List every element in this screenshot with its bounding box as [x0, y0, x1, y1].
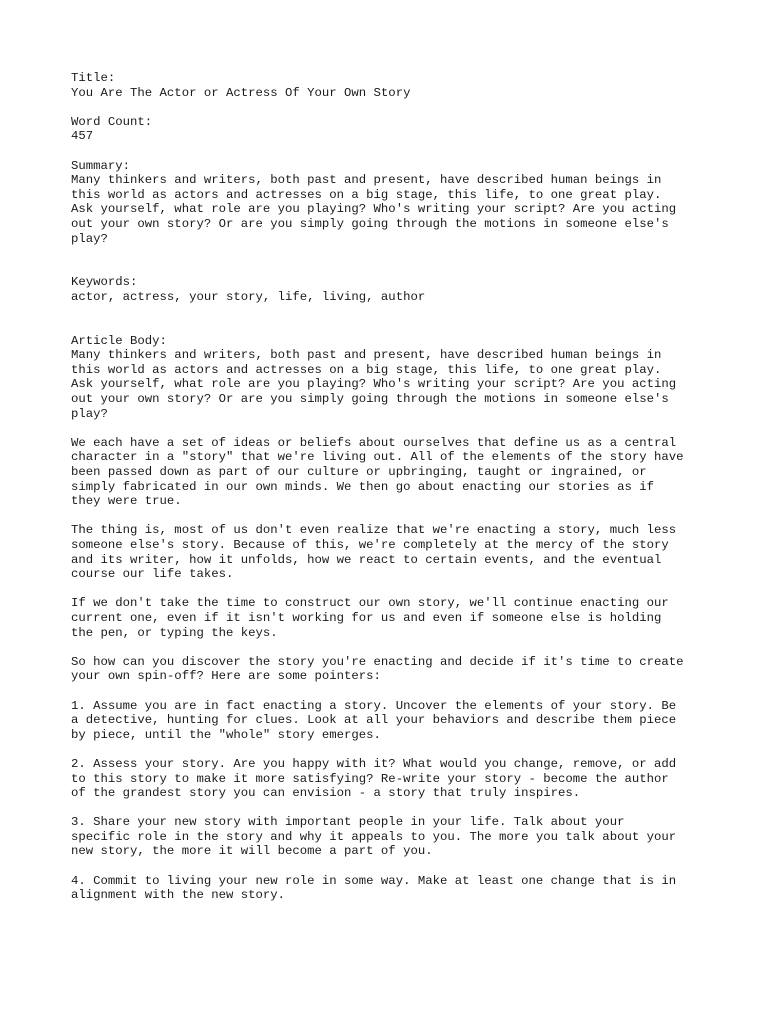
paragraph-line: If we don't take the time to construct our own story, we'll continue enacting our [71, 596, 669, 611]
paragraph-line: and its writer, how it unfolds, how we react to certain events, and the eventual [71, 552, 662, 567]
paragraph-line: course our life takes. [71, 567, 234, 582]
word-count-label: Word Count: [71, 114, 153, 129]
paragraph-line: been passed down as part of our culture or upbringing, taught or ingrained, or [71, 465, 647, 480]
paragraph-line: of the grandest story you can envision - a story that truly inspires. [71, 786, 581, 801]
paragraph-line: 3. Share your new story with important people in your life. Talk about your [71, 815, 625, 830]
paragraph-line: someone else's story. Because of this, we're completely at the mercy of the story [71, 538, 669, 552]
summary-line: out your own story? Or are you simply going through the motions in someone else's [71, 216, 669, 231]
document-page [71, 71, 711, 903]
paragraph [71, 655, 711, 684]
paragraph [71, 348, 711, 421]
paragraph-line: the pen, or typing the keys. [71, 625, 278, 640]
pointer-item [71, 815, 711, 859]
paragraph-line: Many thinkers and writers, both past and present, have described human beings in [71, 348, 662, 363]
summary-line: Many thinkers and writers, both past and present, have described human beings in [71, 173, 662, 188]
paragraph-line: simply fabricated in our own minds. We then go about enacting our stories as if [71, 479, 654, 494]
paragraph-line: they were true. [71, 494, 182, 509]
summary-line: this world as actors and actresses on a big stage, this life, to one great play. [71, 187, 662, 202]
paragraph-line: character in a "story" that we're living out. All of the elements of the story have [71, 450, 684, 465]
paragraph-line: alignment with the new story. [71, 888, 286, 903]
summary-line: play? [71, 231, 108, 246]
title-label: Title: [71, 71, 116, 85]
paragraph [71, 596, 711, 640]
paragraph-line: So how can you discover the story you're enacting and decide if it's time to create [71, 654, 684, 669]
paragraph-line: 2. Assess your story. Are you happy with it? What would you change, remove, or add [71, 756, 677, 771]
keywords-value: actor, actress, your story, life, living, author [71, 289, 426, 304]
paragraph [71, 436, 711, 509]
paragraph-line: Ask yourself, what role are you playing? Who's writing your script? Are you acting [71, 377, 677, 392]
document-title: You Are The Actor or Actress Of Your Own Story [71, 85, 411, 100]
paragraph-line: out your own story? Or are you simply going through the motions in someone else's [71, 392, 669, 407]
summary-label: Summary: [71, 158, 131, 173]
word-count-value: 457 [71, 129, 94, 144]
paragraph-line: by piece, until the "whole" story emerges. [71, 727, 381, 742]
keywords-label: Keywords: [71, 275, 138, 290]
pointer-item [71, 757, 711, 801]
paragraph-line: The thing is, most of us don't even realize that we're enacting a story, much less [71, 523, 677, 538]
summary-line: Ask yourself, what role are you playing? Who's writing your script? Are you acting [71, 202, 677, 217]
paragraph-line: 1. Assume you are in fact enacting a story. Uncover the elements of your story. Be [71, 698, 677, 713]
paragraph-line: specific role in the story and why it appeals to you. The more you talk about your [71, 829, 677, 844]
paragraph [71, 523, 711, 581]
paragraph-line: current one, even if it isn't working for us and even if someone else is holding [71, 610, 662, 625]
paragraph-line: We each have a set of ideas or beliefs about ourselves that define us as a central [71, 435, 677, 450]
paragraph-line: this world as actors and actresses on a big stage, this life, to one great play. [71, 362, 662, 377]
paragraph-line: new story, the more it will become a part of you. [71, 844, 433, 859]
article-body-label: Article Body: [71, 333, 167, 348]
paragraph-line: 4. Commit to living your new role in some way. Make at least one change that is in [71, 873, 677, 888]
paragraph-line: your own spin-off? Here are some pointers: [71, 669, 381, 684]
pointer-item [71, 874, 711, 903]
paragraph-line: a detective, hunting for clues. Look at all your behaviors and describe them piece [71, 713, 677, 728]
paragraph-line: to this story to make it more satisfying? Re-write your story - become the author [71, 771, 669, 786]
paragraph-line: play? [71, 406, 108, 421]
pointer-item [71, 699, 711, 743]
